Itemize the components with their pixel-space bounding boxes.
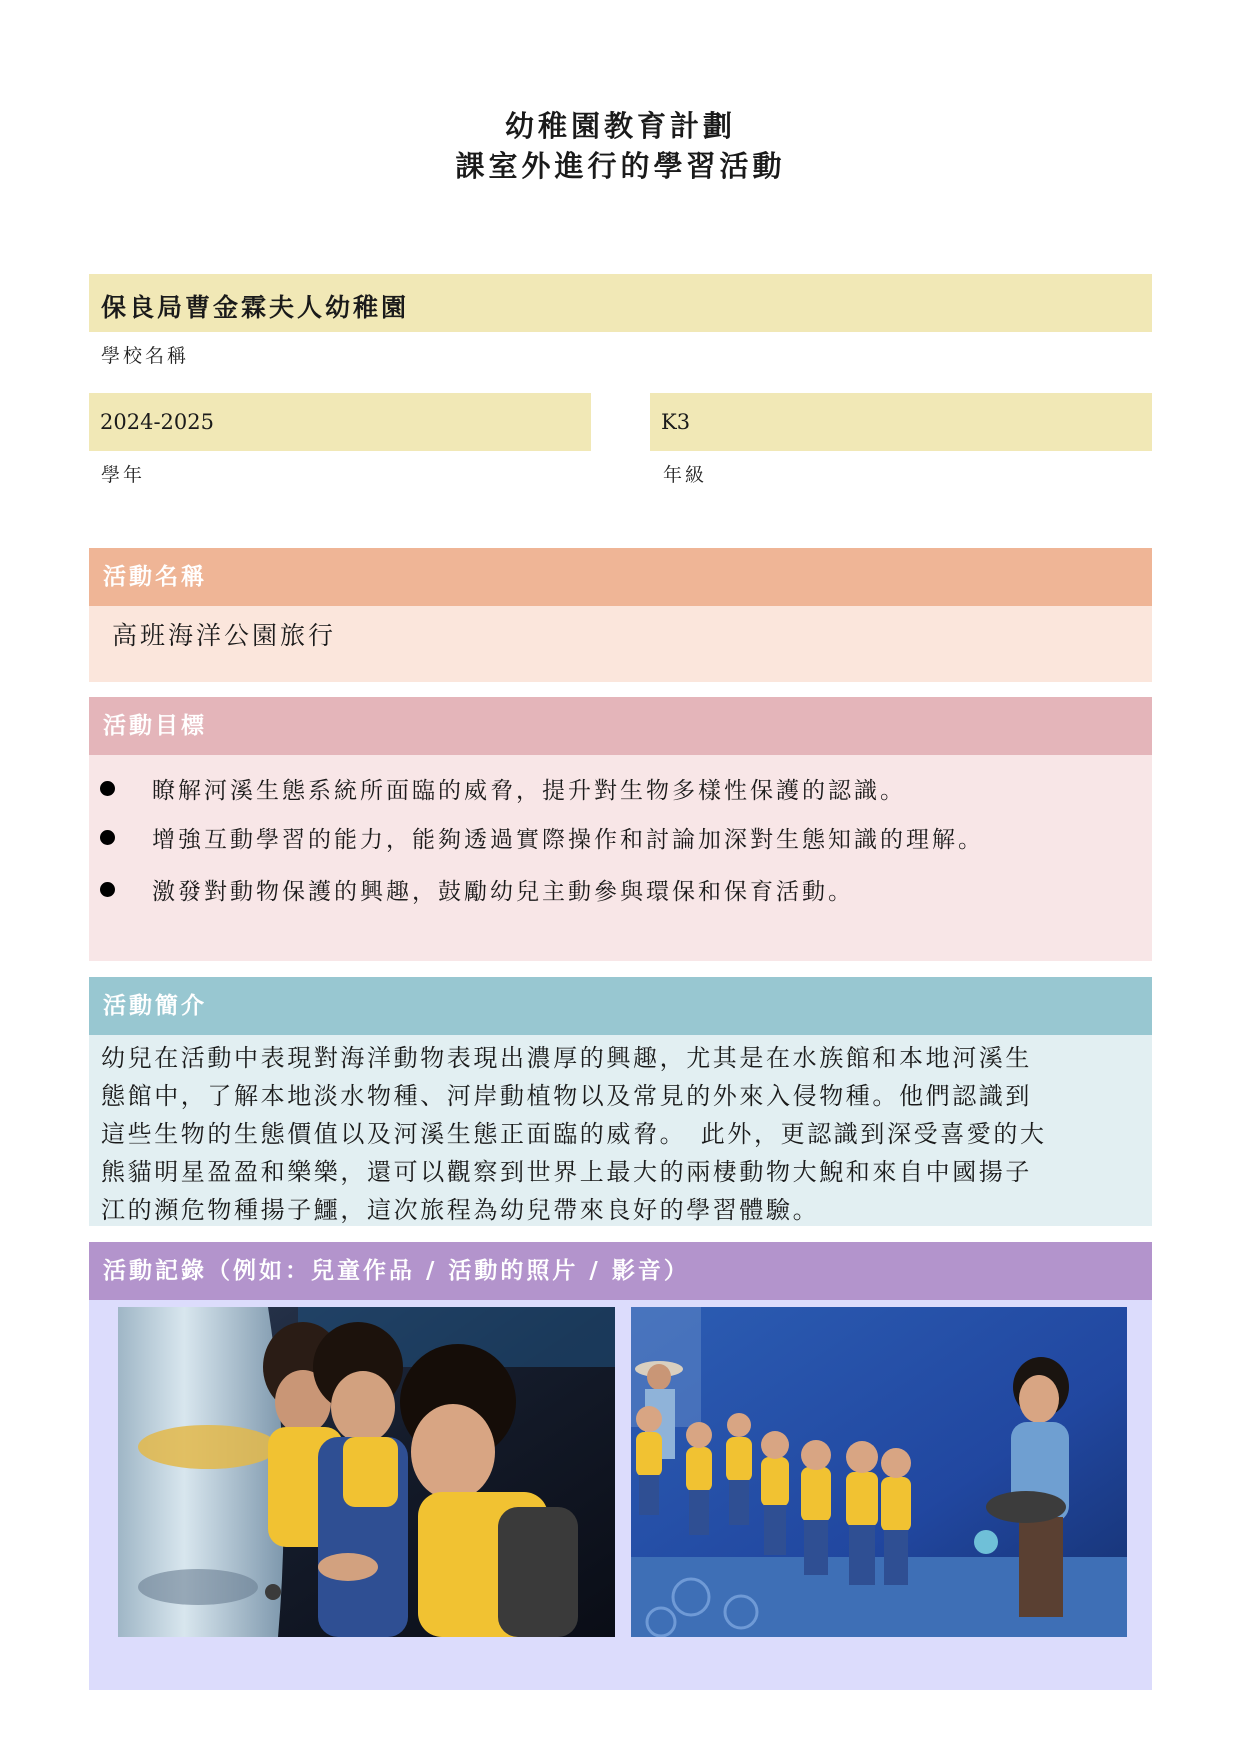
school-name-label: 學校名稱	[101, 345, 190, 367]
school-year-field	[89, 393, 591, 451]
intro-line: 這些生物的生態價值以及河溪生態正面臨的威脅。 此外，更認識到深受喜愛的大	[101, 1120, 1047, 1148]
intro-line: 熊貓明星盈盈和樂樂，還可以觀察到世界上最大的兩棲動物大鯢和來自中國揚子	[101, 1158, 1032, 1186]
aquarium-photo-illustration	[118, 1307, 615, 1637]
grade-label: 年級	[663, 464, 708, 486]
bullet-icon	[100, 882, 115, 897]
objective-text: 瞭解河溪生態系統所面臨的威脅，提升對生物多樣性保護的認識。	[152, 778, 906, 804]
grade-value: K3	[661, 410, 691, 434]
activity-photo-aquarium	[118, 1307, 615, 1637]
activity-photo-group	[631, 1307, 1127, 1637]
bullet-icon	[100, 830, 115, 845]
objective-text: 增強互動學習的能力，能夠透過實際操作和討論加深對生態知識的理解。	[152, 827, 984, 853]
activity-name-value: 高班海洋公園旅行	[112, 621, 337, 650]
page-title: 幼稚園教育計劃	[504, 109, 736, 143]
objective-text: 激發對動物保護的興趣，鼓勵幼兒主動參與環保和保育活動。	[152, 879, 854, 905]
activity-name-section	[89, 606, 1152, 682]
intro-heading: 活動簡介	[89, 977, 1152, 1035]
objectives-heading: 活動目標	[89, 697, 1152, 755]
intro-body	[101, 1039, 1047, 1229]
intro-line: 態館中，了解本地淡水物種、河岸動植物以及常見的外來入侵物種。他們認識到	[101, 1082, 1032, 1110]
school-name-value: 保良局曹金霖夫人幼稚園	[101, 293, 410, 322]
grade-field	[650, 393, 1152, 451]
group-photo-illustration	[631, 1307, 1127, 1637]
intro-section	[89, 1035, 1152, 1226]
records-heading: 活動記錄（例如：兒童作品 / 活動的照片 / 影音）	[89, 1242, 1152, 1300]
intro-line: 江的瀕危物種揚子鱷，這次旅程為幼兒帶來良好的學習體驗。	[101, 1196, 820, 1224]
school-year-label: 學年	[101, 464, 146, 486]
activity-name-heading: 活動名稱	[89, 548, 1152, 606]
intro-line: 幼兒在活動中表現對海洋動物表現出濃厚的興趣，尤其是在水族館和本地河溪生	[101, 1044, 1032, 1072]
school-name-field	[89, 274, 1152, 332]
bullet-icon	[100, 781, 115, 796]
school-year-value: 2024-2025	[100, 410, 214, 434]
page-subtitle: 課室外進行的學習活動	[455, 149, 786, 183]
